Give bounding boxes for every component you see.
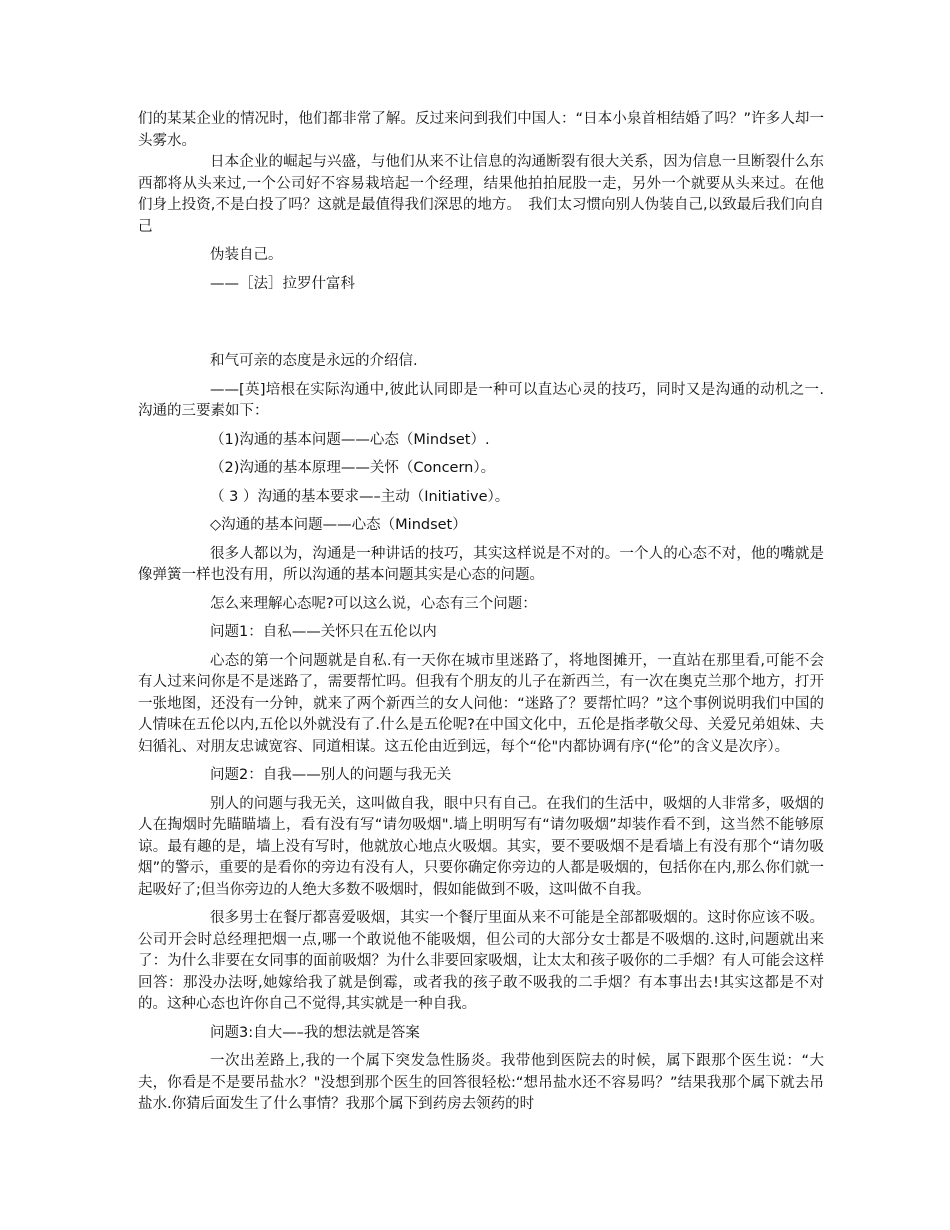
paragraph-11: 很多人都以为，沟通是一种讲话的技巧，其实这样说是不对的。一个人的心态不对，他的嘴就是像弹簧一样也没有用，所以沟通的基本问题其实是心态的问题。 <box>138 545 824 583</box>
section-heading-mindset: ◇沟通的基本问题——心态（Mindset） <box>210 517 467 533</box>
paragraph-16: 别人的问题与我无关，这叫做自我，眼中只有自己。在我们的生活中，吸烟的人非常多，吸烟的人在掏烟时先瞄瞄墙上，看有没有写“请勿吸烟".墙上明明写有“请勿吸烟”却装作看不到，这当然不能够原谅。最有趣的是，墙上没有写时，他就放心地点火吸烟。其实，要不要吸烟不是看墙上有没有那个“请勿吸烟”的警示，重要的是看你的旁边有没有人，只要你确定你旁边的人都是吸烟的，包括你在内,那么你们就一起吸好了;但当你旁边的人绝大多数不吸烟时，假如能做到不吸，这叫做不自我。 <box>138 795 824 898</box>
section-heading-problem-3: 问题3:自大—–我的想法就是答案 <box>210 1024 420 1041</box>
document-page <box>138 109 824 1116</box>
list-item-3: （ 3 ）沟通的基本要求—–主动（Initiative）。 <box>210 488 510 505</box>
paragraph-17: 很多男士在餐厅都喜爱吸烟，其实一个餐厅里面从来不可能是全部都吸烟的。这时你应该不吸。公司开会时总经理把烟一点,哪一个敢说他不能吸烟，但公司的大部分女士都是不吸烟的.这时,问题就出来了：为什么非要在女同事的面前吸烟？为什么非要回家吸烟，让太太和孩子吸你的二手烟？有人可能会这样回答：那没办法呀,她嫁给我了就是倒霉，或者我的孩子敢不吸我的二手烟？有本事出去!其实这都是不对的。这种心态也许你自己不觉得,其实就是一种自我。 <box>138 910 824 1012</box>
paragraph-1: 们的某某企业的情况时，他们都非常了解。反过来问到我们中国人：“日本小泉首相结婚了吗？”许多人却一头雾水。 <box>138 111 824 149</box>
paragraph-19: 一次出差路上,我的一个属下突发急性肠炎。我带他到医院去的时候，属下跟那个医生说：“大夫，你看是不是要吊盐水？"没想到那个医生的回答很轻松:“想吊盐水还不容易吗？”结果我那个属下就去吊盐水.你猜后面发生了什么事情？我那个属下到药房去领药的时 <box>138 1053 824 1112</box>
paragraph-2: 日本企业的崛起与兴盛，与他们从来不让信息的沟通断裂有很大关系，因为信息一旦断裂什么东西都将从头来过,一个公司好不容易栽培起一个经理，结果他拍拍屁股一走，另外一个就要从头来过。在他们身上投资,不是白投了吗？这就是最值得我们深思的地方。 我们太习惯向别人伪装自己,以致最后我们向自己 <box>138 154 824 235</box>
paragraph-3: 伪装自己。 <box>210 247 283 263</box>
quote-2: 和气可亲的态度是永远的介绍信. <box>210 353 418 369</box>
paragraph-12: 怎么来理解心态呢?可以这么说，心态有三个问题： <box>210 595 537 612</box>
paragraph-14: 心态的第一个问题就是自私.有一天你在城市里迷路了，将地图摊开，一直站在那里看,可能不会有人过来问你是不是迷路了，需要帮忙吗。但我有个朋友的儿子在新西兰，有一次在奥克兰那个地方，打开一张地图，还没有一分钟，就来了两个新西兰的女人问他：“迷路了？要帮忙吗？”这个事例说明我们中国的人情味在五伦以内,五伦以外就没有了.什么是五伦呢?在中国文化中，五伦是指孝敬父母、关爱兄弟姐妹、夫妇循礼、对朋友忠诚宽容、同道相谋。这五伦由近到远，每个“伦"内都协调有序(“伦”的含义是次序）。 <box>138 652 824 755</box>
list-item-2: （2)沟通的基本原理——关怀（Concern）。 <box>210 460 496 476</box>
section-heading-problem-1: 问题1：自私——关怀只在五伦以内 <box>210 624 437 640</box>
quote-attribution-1: ——［法］拉罗什富科 <box>210 275 355 292</box>
paragraph-6: ——[英]培根在实际沟通中,彼此认同即是一种可以直达心灵的技巧，同时又是沟通的动机之一.沟通的三要素如下： <box>138 381 824 419</box>
section-heading-problem-2: 问题2：自我——别人的问题与我无关 <box>210 767 452 783</box>
list-item-1: （1)沟通的基本问题——心态（Mindset）. <box>210 431 490 448</box>
